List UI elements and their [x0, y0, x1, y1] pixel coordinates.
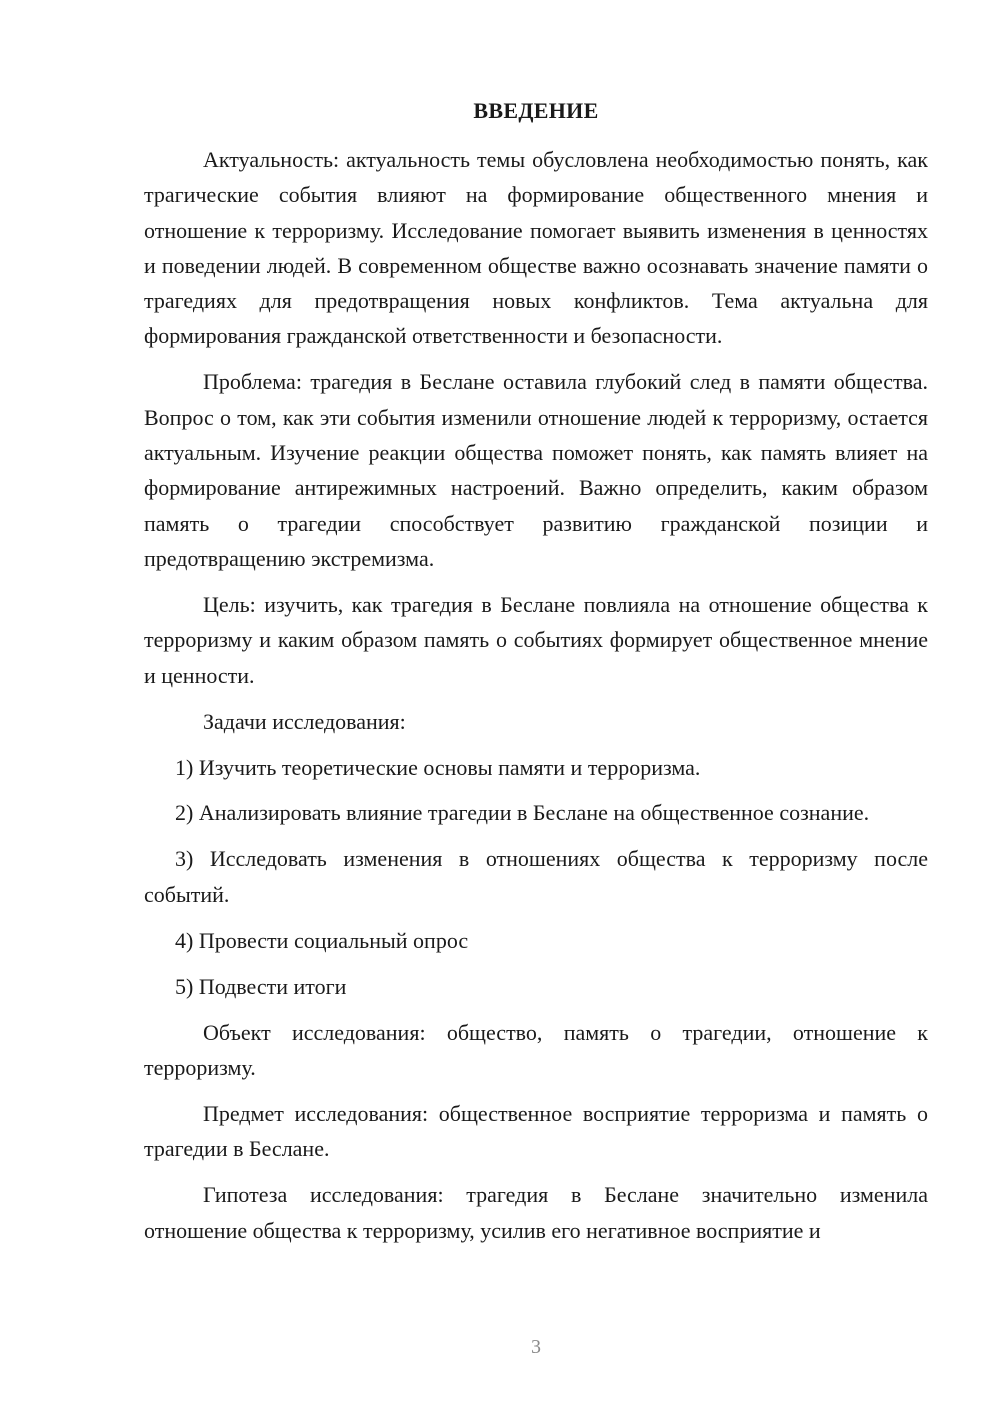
- paragraph-goal: Цель: изучить, как трагедия в Беслане повлияла на отношение общества к терроризму и каким образом память о событиях формирует общественное мнение и ценности.: [144, 591, 928, 688]
- list-item-task-4: 4) Провести социальный опрос: [175, 927, 469, 953]
- paragraph-relevance: Актуальность: актуальность темы обусловлена необходимостью понять, как трагические события влияют на формирование общественного мнения и отношение к терроризму. Исследование помогает выявить изменения в ценностях и поведении людей. В современном обществе важно осознавать значение памяти о трагедиях для предотвращения новых конфликтов. Тема актуальна для формирования гражданской ответственности и безопасности.: [144, 147, 928, 349]
- paragraph-hypothesis: Гипотеза исследования: трагедия в Беслане значительно изменила отношение общества к терроризму, усилив его негативное восприятие и: [144, 1182, 928, 1243]
- paragraph-subject: Предмет исследования: общественное восприятие терроризма и память о трагедии в Беслане.: [144, 1101, 928, 1162]
- paragraph-tasks-heading: Задачи исследования:: [203, 708, 406, 734]
- list-item-task-5: 5) Подвести итоги: [175, 973, 347, 999]
- page-number: 3: [531, 1336, 541, 1358]
- list-item-task-2: 2) Анализировать влияние трагедии в Беслане на общественное сознание.: [175, 800, 870, 826]
- document-body: [144, 142, 928, 1259]
- list-item-task-1: 1) Изучить теоретические основы памяти и терроризма.: [175, 754, 701, 780]
- paragraph-object: Объект исследования: общество, память о трагедии, отношение к терроризму.: [144, 1019, 928, 1081]
- list-item-task-3: 3) Исследовать изменения в отношениях общества к терроризму после событий.: [144, 846, 928, 907]
- paragraph-problem: Проблема: трагедия в Беслане оставила глубокий след в памяти общества. Вопрос о том, как эти события изменили отношение людей к терроризму, остается актуальным. Изучение реакции общества поможет понять, как память влияет на формирование антирежимных настроений. Важно определить, каким образом память о трагедии способствует развитию гражданской позиции и предотвращению экстремизма.: [144, 369, 928, 571]
- section-title: ВВЕДЕНИЕ: [473, 98, 599, 123]
